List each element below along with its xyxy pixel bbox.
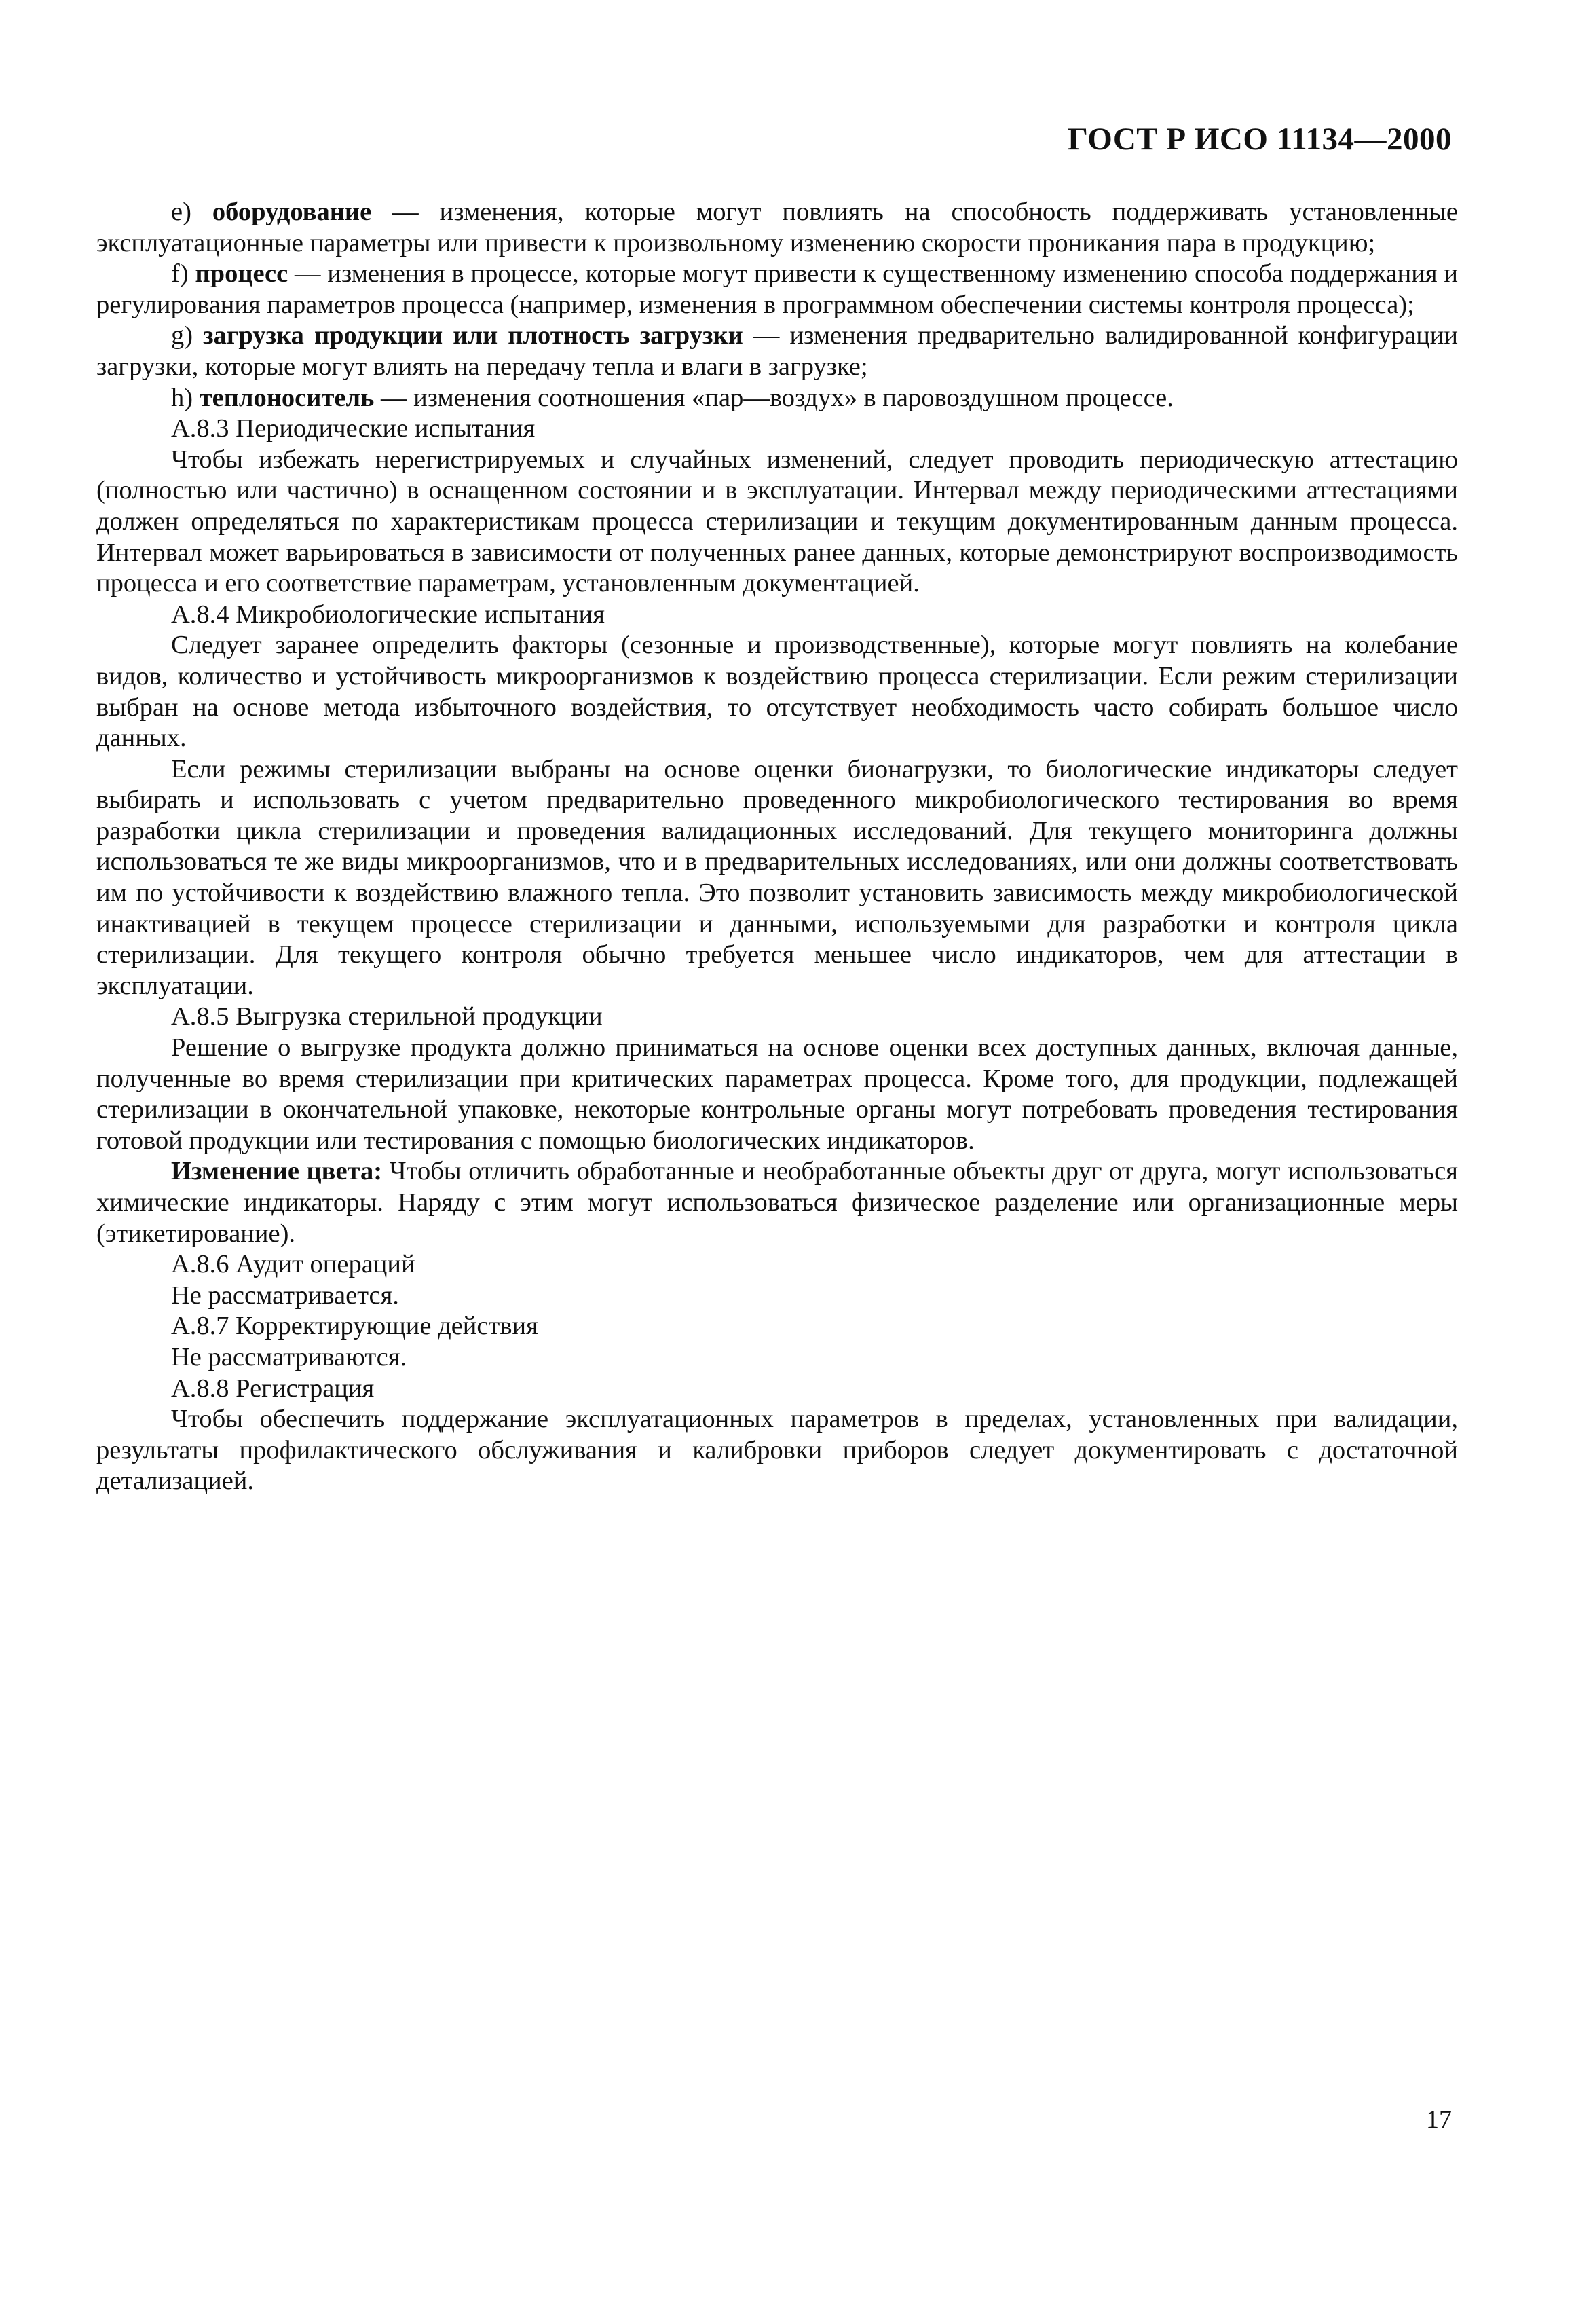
list-item-text: — изменения соотношения «пар—воздух» в паровоздушном процессе. bbox=[374, 383, 1174, 412]
section-heading-a87: А.8.7 Корректирующие действия bbox=[171, 1312, 538, 1341]
term-process: процесс bbox=[195, 259, 288, 289]
paragraph-a87-1: Не рассматриваются. bbox=[171, 1342, 407, 1371]
list-marker: f) bbox=[171, 259, 195, 289]
section-heading-a83: А.8.3 Периодические испытания bbox=[171, 414, 536, 443]
section-heading-a86: А.8.6 Аудит операций bbox=[171, 1250, 415, 1279]
term-load: загрузка продукции или плотность загрузки bbox=[203, 321, 743, 350]
list-item-equipment bbox=[96, 197, 1458, 259]
paragraph-a88-1: Чтобы обеспечить поддержание эксплуатационных параметров в пределах, установленных при валидации, результаты профилактического обслуживания и калибровки приборов следует документировать с достаточной детализацией. bbox=[96, 1405, 1458, 1496]
list-marker: h) bbox=[171, 383, 200, 412]
list-item-process bbox=[96, 259, 1458, 320]
list-item-heat-carrier bbox=[96, 383, 1458, 414]
paragraph-a85-color-change bbox=[96, 1156, 1458, 1249]
section-heading-a88: А.8.8 Регистрация bbox=[171, 1373, 375, 1403]
list-marker: e) bbox=[171, 198, 212, 226]
term-heat-carrier: теплоноситель bbox=[199, 383, 375, 412]
paragraph-a84-1: Следует заранее определить факторы (сезонные и производственные), которые могут повлиять на колебание видов, количество и устойчивость микроорганизмов к воздействию процесса стерилизации. Если режим стерилизации выбран на основе метода избыточного воздействия, то отсутствует необходимость часто собирать большое число данных. bbox=[96, 631, 1458, 753]
paragraph-a84-2: Если режимы стерилизации выбраны на основе оценки бионагрузки, то биологические индикаторы следует выбирать и использовать с учетом предварительно проведенного микробиологического тестирования во время разработки цикла стерилизации и проведения валидационных исследований. Для текущего мониторинга должны использоваться те же виды микроорганизмов, что и в предварительных исследованиях, или они должны соответствовать им по устойчивости к воздействию влажного тепла. Это позволит установить зависимость между микробиологической инактивацией в текущем процессе стерилизации и данными, используемыми для разработки и контроля цикла стерилизации. Для текущего контроля обычно требуется меньшее число индикаторов, чем для аттестации в эксплуатации. bbox=[96, 754, 1458, 1000]
page-number: 17 bbox=[1426, 2105, 1452, 2134]
list-item-text: — изменения предварительно валидированной конфигурации загрузки, которые могут влиять на передачу тепла и влаги в загрузке; bbox=[96, 321, 1459, 381]
paragraph-a85-1: Решение о выгрузке продукта должно приниматься на основе оценки всех доступных данных, включая данные, полученные во время стерилизации при критических параметрах процесса. Кроме того, для продукции, подлежащей стерилизации в окончательной упаковке, некоторые контрольные органы могут потребовать проведения тестирования готовой продукции или тестирования с помощью биологических индикаторов. bbox=[96, 1033, 1458, 1155]
list-item-text: — изменения, которые могут повлиять на способность поддерживать установленные эксплуатационные параметры или привести к произвольному изменению скорости проникания пара в продукцию; bbox=[96, 198, 1458, 257]
document-body bbox=[96, 197, 1458, 1497]
section-heading-a84: А.8.4 Микробиологические испытания bbox=[171, 600, 605, 629]
term-color-change: Изменение цвета: bbox=[171, 1157, 383, 1186]
term-equipment: оборудование bbox=[212, 198, 372, 226]
list-item-load bbox=[96, 320, 1458, 382]
list-item-text: — изменения в процессе, которые могут привести к существенному изменению способа поддержания и регулирования параметров процесса (например, изменения в программном обеспечении системы контроля процесса); bbox=[96, 259, 1458, 319]
paragraph-a83-1: Чтобы избежать нерегистрируемых и случайных изменений, следует проводить периодическую аттестацию (полностью или частично) в оснащенном состоянии и в эксплуатации. Интервал между периодическими аттестациями должен определяться по характеристикам процесса стерилизации и текущим документированным данным процесса. Интервал может варьироваться в зависимости от полученных ранее данных, которые демонстрируют воспроизводимость процесса и его соответствие параметрам, установленным документацией. bbox=[96, 445, 1458, 598]
list-marker: g) bbox=[171, 321, 204, 350]
paragraph-a86-1: Не рассматривается. bbox=[171, 1280, 399, 1310]
page-header: ГОСТ Р ИСО 11134—2000 bbox=[1068, 122, 1452, 157]
paragraph-text: Чтобы отличить обработанные и необработанные объекты друг от друга, могут использоваться химические индикаторы. Наряду с этим могут использоваться физическое разделение или организационные меры (этикетирование). bbox=[96, 1157, 1458, 1248]
section-heading-a85: А.8.5 Выгрузка стерильной продукции bbox=[171, 1002, 603, 1031]
